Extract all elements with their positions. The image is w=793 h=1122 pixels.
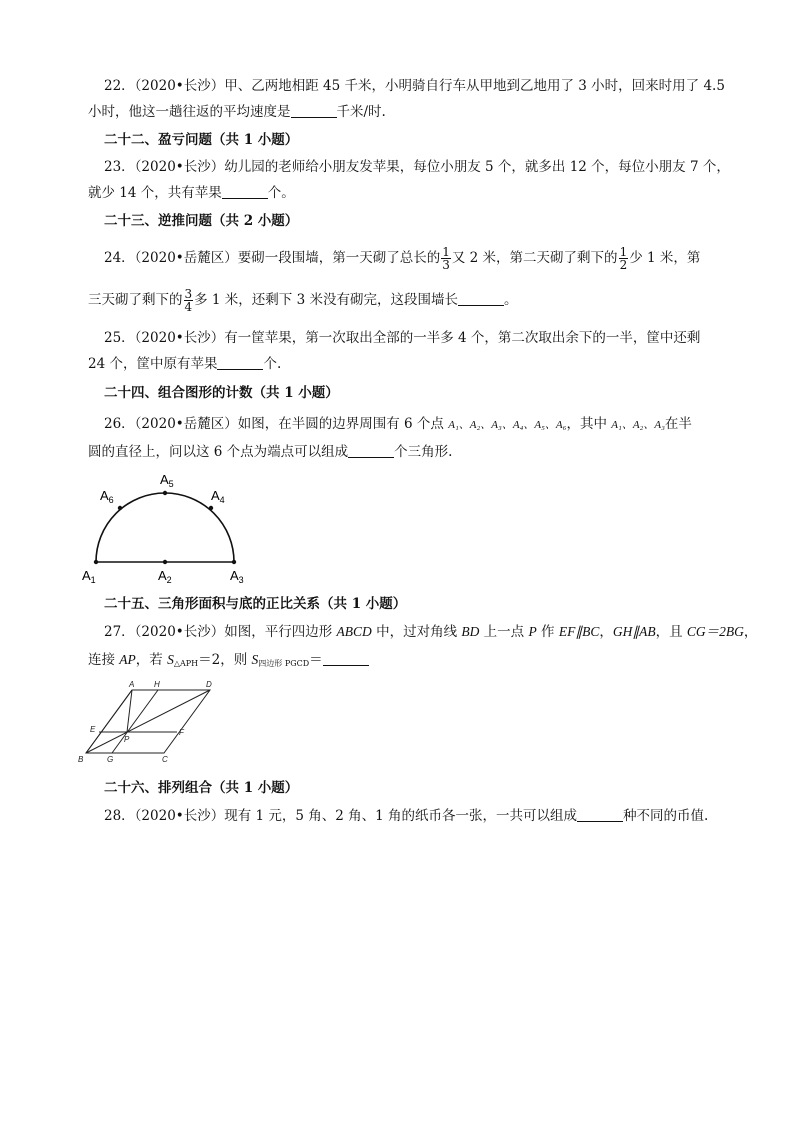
- label-d: D: [206, 680, 212, 689]
- q27-text: 连接: [88, 652, 120, 668]
- answer-blank[interactable]: [217, 355, 263, 370]
- q27-math: P: [528, 624, 537, 639]
- q23-unit: 个。: [267, 185, 295, 201]
- q24-text: 。: [503, 292, 518, 308]
- q28-unit: 种不同的币值.: [623, 808, 709, 824]
- q27-text: ，若: [135, 652, 168, 668]
- q22-text: 小时，他这一趟往返的平均速度是: [88, 104, 291, 120]
- diagonal-bd: [86, 690, 210, 753]
- q25-text: 24 个，筐中原有苹果: [88, 356, 218, 372]
- q27-text: 27．（2020•长沙）如图，平行四边形: [104, 624, 337, 640]
- q26-text: 圆的直径上，问以这 6 个点为端点可以组成: [88, 444, 349, 460]
- label-p: P: [124, 735, 130, 744]
- label-a6: $A_6$: [100, 488, 114, 505]
- q24-line1: [104, 244, 700, 272]
- q24-text: 少 1 米，第: [629, 250, 701, 266]
- section-heading: 二十五、三角形面积与底的正比关系（共 1 小题）: [104, 596, 407, 612]
- label-a5: $A_5$: [160, 472, 174, 489]
- q25-unit: 个.: [263, 356, 282, 372]
- label-h: H: [154, 680, 160, 689]
- q26-points: A₁、A₂、A₃、A₄、A₅、A₆: [448, 419, 567, 431]
- q27-math: ABCD: [336, 624, 372, 639]
- point-a2: [163, 560, 167, 564]
- fraction: $\frac{3}{4}$: [184, 287, 193, 314]
- section-heading: 二十四、组合图形的计数（共 1 小题）: [104, 385, 339, 401]
- q25-line1: 25．（2020•长沙）有一筐苹果，第一次取出全部的一半多 4 个，第二次取出余下的一半，筐中还剩: [104, 330, 701, 346]
- q27-text: ，且: [655, 624, 687, 640]
- label-a: A: [129, 680, 135, 689]
- point-a4: [209, 506, 213, 510]
- answer-blank[interactable]: [348, 443, 394, 458]
- semicircle-figure: [76, 470, 266, 590]
- answer-blank[interactable]: [291, 103, 337, 118]
- parallelogram-figure: [74, 680, 224, 766]
- q27-subscript: △APH: [173, 659, 199, 668]
- label-b: B: [78, 755, 84, 764]
- q27-line1: [104, 622, 757, 642]
- q24-text: 多 1 米，还剩下 3 米没有砌完，这段围墙长: [194, 292, 458, 308]
- section-heading: 二十二、盈亏问题（共 1 小题）: [104, 132, 299, 148]
- q27-text: 中，过对角线: [371, 624, 462, 640]
- point-a3: [232, 560, 236, 564]
- semicircle-arc: [96, 493, 234, 562]
- q24-line2: [88, 286, 517, 314]
- q28-text: 28．（2020•长沙）现有 1 元，5 角、2 角、1 角的纸币各一张，一共可以组成: [104, 808, 578, 824]
- q27-subscript: 四边形 PGCD: [258, 659, 310, 668]
- label-e: E: [90, 725, 96, 734]
- q24-text: 三天砌了剩下的: [88, 292, 183, 308]
- q27-line2: [88, 650, 369, 674]
- q27-text: ＝: [309, 652, 323, 668]
- q27-math: S: [251, 652, 259, 667]
- answer-blank[interactable]: [323, 651, 369, 666]
- fraction: $\frac{1}{3}$: [442, 245, 450, 272]
- q27-math: EF∥BC: [558, 624, 600, 639]
- q27-math: GH∥AB: [612, 624, 656, 639]
- q22-line1: 22．（2020•长沙）甲、乙两地相距 45 千米，小明骑自行车从甲地到乙地用了 3 小时，回来时用了 4.5: [104, 78, 725, 94]
- q27-math: BD: [461, 624, 480, 639]
- answer-blank[interactable]: [458, 291, 504, 306]
- q26-line2: [88, 442, 452, 462]
- point-a5: [163, 491, 167, 495]
- label-a3: $A_3$: [230, 568, 244, 585]
- q28-line1: [104, 806, 708, 826]
- label-f: F: [179, 728, 184, 737]
- segment-hg: [112, 690, 158, 753]
- q23-text: 就少 14 个，共有苹果: [88, 185, 222, 201]
- label-a1: $A_1$: [82, 568, 96, 585]
- q26-points: A₁、A₂、A₃: [611, 419, 665, 431]
- q24-text: 又 2 米，第二天砌了剩下的: [451, 250, 618, 266]
- q27-text: ，: [599, 624, 613, 640]
- section-heading: 二十六、排列组合（共 1 小题）: [104, 780, 299, 796]
- q23-line2: [88, 183, 295, 203]
- q26-line1: [104, 414, 692, 435]
- q25-line2: [88, 354, 281, 374]
- section-heading: 二十三、逆推问题（共 2 小题）: [104, 213, 299, 229]
- answer-blank[interactable]: [577, 807, 623, 822]
- q26-text: ，其中: [566, 416, 612, 432]
- q27-text: 作: [536, 624, 559, 640]
- q22-line2: [88, 102, 386, 122]
- label-a2: $A_2$: [158, 568, 172, 585]
- q26-text: 26．（2020•岳麓区）如图，在半圆的边界周围有 6 个点: [104, 416, 449, 432]
- label-g: G: [107, 755, 114, 764]
- label-a4: $A_4$: [211, 488, 225, 505]
- q27-math: AP: [119, 652, 136, 667]
- q26-unit: 个三角形.: [394, 444, 453, 460]
- q27-math: S: [167, 652, 174, 667]
- q22-unit: 千米/时.: [336, 104, 386, 120]
- fraction: $\frac{1}{2}$: [619, 245, 628, 272]
- q27-math: CG＝2BG: [686, 624, 744, 639]
- q23-line1: 23．（2020•长沙）幼儿园的老师给小朋友发苹果，每位小朋友 5 个，就多出 12 个，每位小朋友 7 个，: [104, 159, 730, 175]
- q27-text: ＝2，则: [198, 652, 252, 668]
- point-a1: [94, 560, 98, 564]
- q27-text: 上一点: [479, 624, 529, 640]
- q24-text: 24．（2020•岳麓区）要砌一段围墙，第一天砌了总长的: [104, 250, 441, 266]
- label-c: C: [162, 755, 168, 764]
- answer-blank[interactable]: [222, 184, 268, 199]
- point-a6: [118, 506, 122, 510]
- q27-text: ，: [743, 624, 758, 640]
- q26-text: 在半: [664, 416, 692, 432]
